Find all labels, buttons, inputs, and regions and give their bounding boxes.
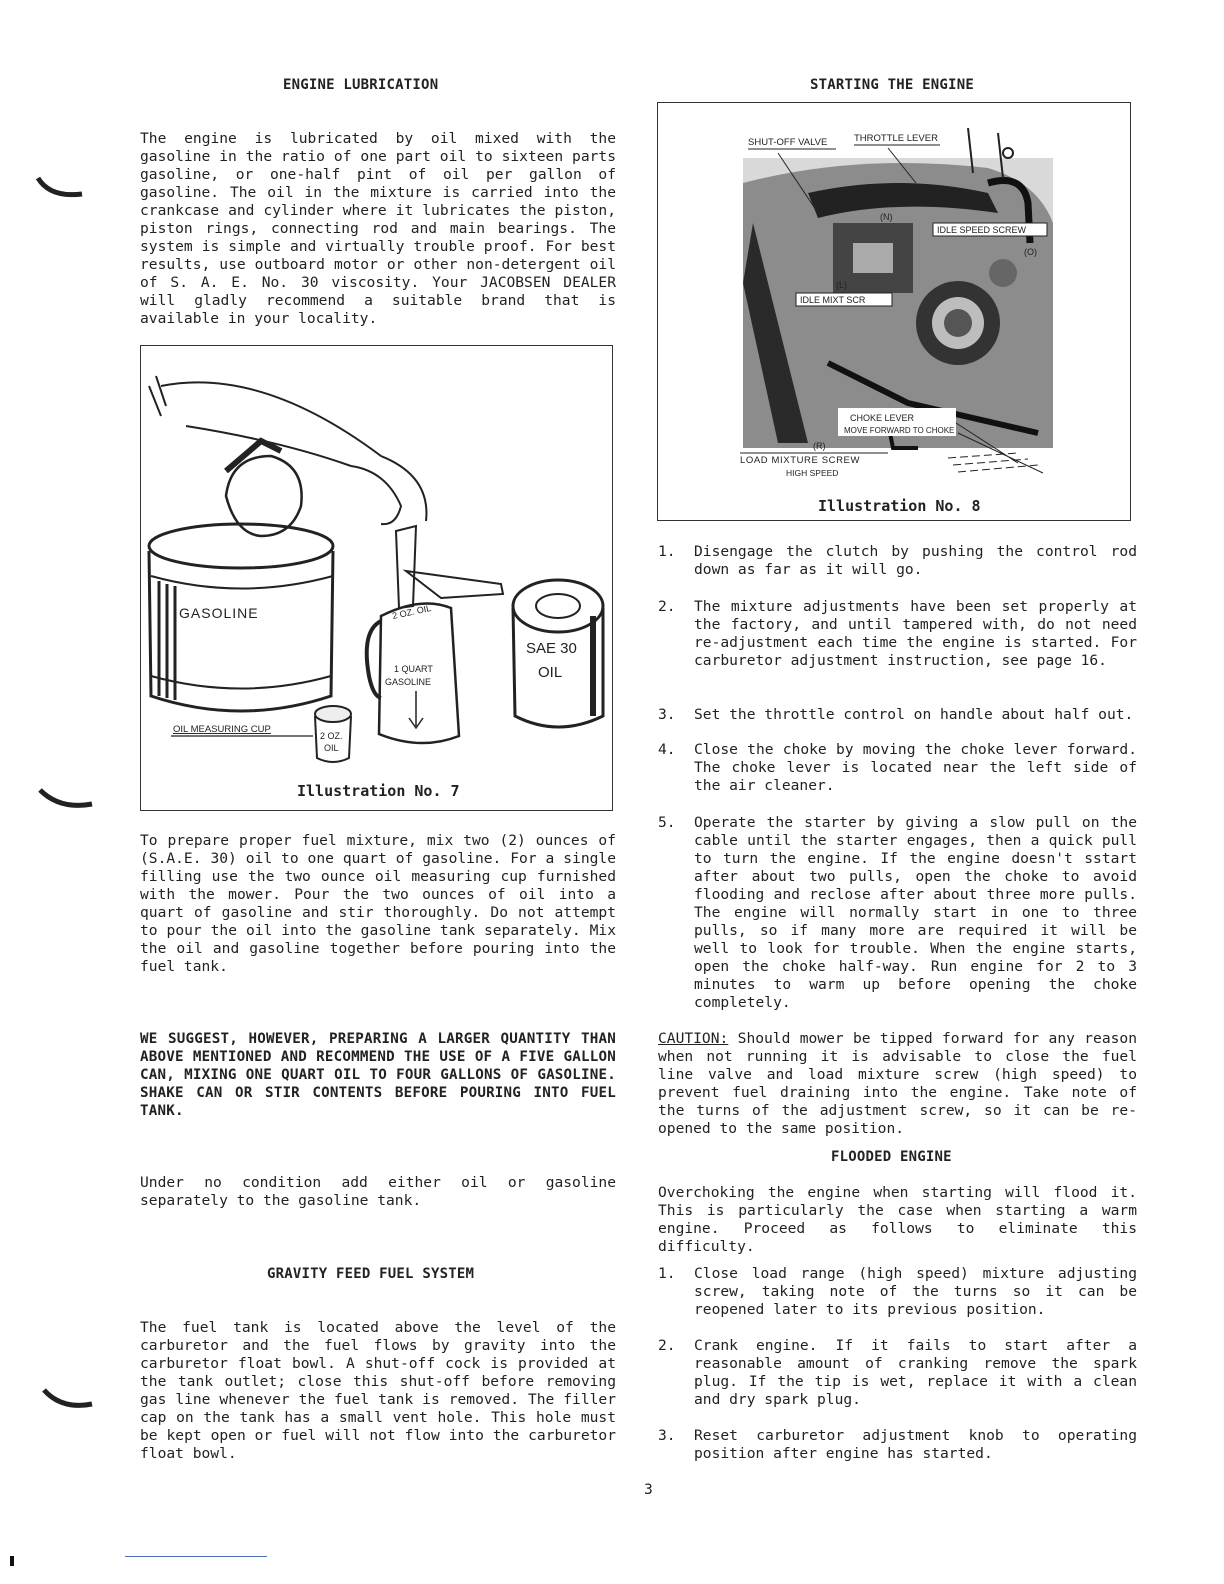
step-1-text: Disengage the clutch by pushing the control rod down as far as it will go. — [694, 543, 1137, 578]
sae-oil-can-label: SAE 30 — [526, 640, 577, 657]
flooded-step-2-number: 2. — [658, 1337, 676, 1354]
binding-mark-middle — [30, 770, 100, 830]
fuel-mixture-paragraph: To prepare proper fuel mixture, mix two (2) ounces of (S.A.E. 30) oil to one quart of gasoline. For a single filling use the two ounce oil measuring cup furnished with the mower. Pour the two ounces of oil into a quart of gasoline and stir thoroughly. Do not attempt to pour the oil into the gasoline tank separately. Mix the oil and gasoline together before pouring into the fuel tank. — [140, 832, 616, 975]
quart-can-label-line1: 1 QUART — [394, 664, 433, 674]
idle-speed-screw-label: IDLE SPEED SCREW — [937, 225, 1027, 235]
quart-can-label-line2: GASOLINE — [385, 677, 432, 687]
fuel-mixing-illustration — [141, 346, 611, 766]
cup-label-line2: OIL — [324, 743, 339, 753]
choke-lever-label-line1: CHOKE LEVER — [850, 413, 915, 423]
gasoline-can-label: GASOLINE — [179, 605, 259, 621]
point-r-label: (R) — [813, 441, 826, 451]
step-2-text: The mixture adjustments have been set properly at the factory, and until tampered with, do not need re-adjustment each time the engine is started. For carburetor adjustment instruction, see page 16. — [694, 598, 1137, 669]
step-2-number: 2. — [658, 598, 676, 615]
caution-paragraph — [658, 1030, 1137, 1138]
flooded-step-3-text: Reset carburetor adjustment knob to operating position after engine has started. — [694, 1427, 1137, 1462]
no-condition-paragraph: Under no condition add either oil or gasoline separately to the gasoline tank. — [140, 1174, 616, 1209]
illustration-8-caption: Illustration No. 8 — [818, 497, 981, 515]
caution-label: CAUTION: — [658, 1030, 729, 1047]
choke-lever-label-line2: MOVE FORWARD TO CHOKE — [844, 426, 955, 435]
flooded-step-1-number: 1. — [658, 1265, 676, 1282]
gravity-feed-heading: GRAVITY FEED FUEL SYSTEM — [267, 1266, 475, 1282]
point-o-label: (O) — [1024, 247, 1037, 257]
footer-rule — [125, 1556, 267, 1557]
page-number: 3 — [644, 1481, 653, 1498]
lubrication-intro-paragraph: The engine is lubricated by oil mixed with the gasoline in the ratio of one part oil to sixteen parts gasoline, or one-half pint of oil per gallon of gasoline. The oil in the mixture is carried into the crankcase and cylinder where it lubricates the piston, piston rings, connecting rod and main bearings. The system is simple and virtually trouble proof. For best results, use outboard motor or other non-detergent oil of S. A. E. No. 30 viscosity. Your JACOBSEN DEALER will gladly recommend a suitable brand that is available in your locality. — [140, 130, 616, 327]
cup-label-line1: 2 OZ. — [320, 731, 343, 741]
illustration-8-frame — [657, 102, 1131, 521]
step-4-text: Close the choke by moving the choke lever forward. The choke lever is located near the left side of the air cleaner. — [694, 741, 1137, 794]
engine-lubrication-heading: ENGINE LUBRICATION — [283, 77, 439, 93]
scan-mark — [10, 1556, 14, 1566]
carburetor-illustration — [658, 103, 1128, 488]
starting-engine-heading: STARTING THE ENGINE — [810, 77, 974, 93]
binding-mark-bottom — [30, 1370, 100, 1430]
step-5-text: Operate the starter by giving a slow pull on the cable until the starter engages, then a quick pull to turn the engine. If the engine doesn't sstart after about two pulls, open the choke to avoid flooding and reclose after about three more pulls. The engine will normally start in one to three pulls, so if many more are required it will be well to look for trouble. When the engine starts, open the choke half-way. Run engine for 2 to 3 minutes to warm up before opening the choke completely. — [694, 814, 1137, 1011]
suggestion-paragraph: WE SUGGEST, HOWEVER, PREPARING A LARGER QUANTITY THAN ABOVE MENTIONED AND RECOMMEND THE USE OF A FIVE GALLON CAN, MIXING ONE QUART OIL TO FOUR GALLONS OF GASOLINE. SHAKE CAN OR STIR CONTENTS BEFORE POURING INTO FUEL TANK. — [140, 1031, 616, 1119]
high-speed-label: HIGH SPEED — [786, 468, 839, 478]
oil-can-label: OIL — [538, 664, 563, 681]
flooded-step-3-number: 3. — [658, 1427, 676, 1444]
step-3-text: Set the throttle control on handle about half out. — [694, 706, 1134, 723]
flooded-engine-heading: FLOODED ENGINE — [831, 1149, 952, 1165]
gravity-feed-paragraph: The fuel tank is located above the level of the carburetor and the fuel flows by gravity into the carburetor float bowl. A shut-off cock is provided at the tank outlet; close this shut-off before removing gas line whenever the fuel tank is removed. The filler cap on the tank has a small vent hole. This hole must be kept open or fuel will not flow into the carburetor float bowl. — [140, 1319, 616, 1462]
binding-mark-top — [20, 150, 90, 210]
load-mixture-screw-label: LOAD MIXTURE SCREW — [740, 455, 861, 466]
flooded-step-1-text: Close load range (high speed) mixture adjusting screw, taking note of the turns so it can be reopened later to its previous position. — [694, 1265, 1137, 1318]
step-1-number: 1. — [658, 543, 676, 560]
step-3-number: 3. — [658, 706, 676, 723]
flooded-step-2-text: Crank engine. If it fails to start after a reasonable amount of cranking remove the spark plug. If the tip is wet, replace it with a clean and dry spark plug. — [694, 1337, 1137, 1408]
shutoff-valve-label: SHUT-OFF VALVE — [748, 137, 828, 148]
illustration-7-frame — [140, 345, 613, 811]
idle-mixture-screw-label: IDLE MIXT SCR — [800, 295, 866, 305]
illustration-7-caption: Illustration No. 7 — [297, 782, 460, 800]
step-5-number: 5. — [658, 814, 676, 831]
funnel-oil-label: 2 OZ. OIL — [391, 602, 433, 621]
point-n-label: (N) — [880, 212, 893, 222]
throttle-lever-label: THROTTLE LEVER — [854, 133, 938, 144]
point-l-label: (L) — [836, 280, 847, 290]
caution-text: Should mower be tipped forward for any reason when not running it is advisable to close the fuel line valve and load mixture screw (high speed) to prevent fuel draining into the engine. Take note of the turns of the adjustment screw, so it can be re-opened to the same position. — [658, 1030, 1137, 1137]
oil-measuring-cup-label: OIL MEASURING CUP — [173, 724, 271, 735]
flooded-intro-paragraph: Overchoking the engine when starting will flood it. This is particularly the case when starting a warm engine. Proceed as follows to eliminate this difficulty. — [658, 1184, 1137, 1255]
step-4-number: 4. — [658, 741, 676, 758]
